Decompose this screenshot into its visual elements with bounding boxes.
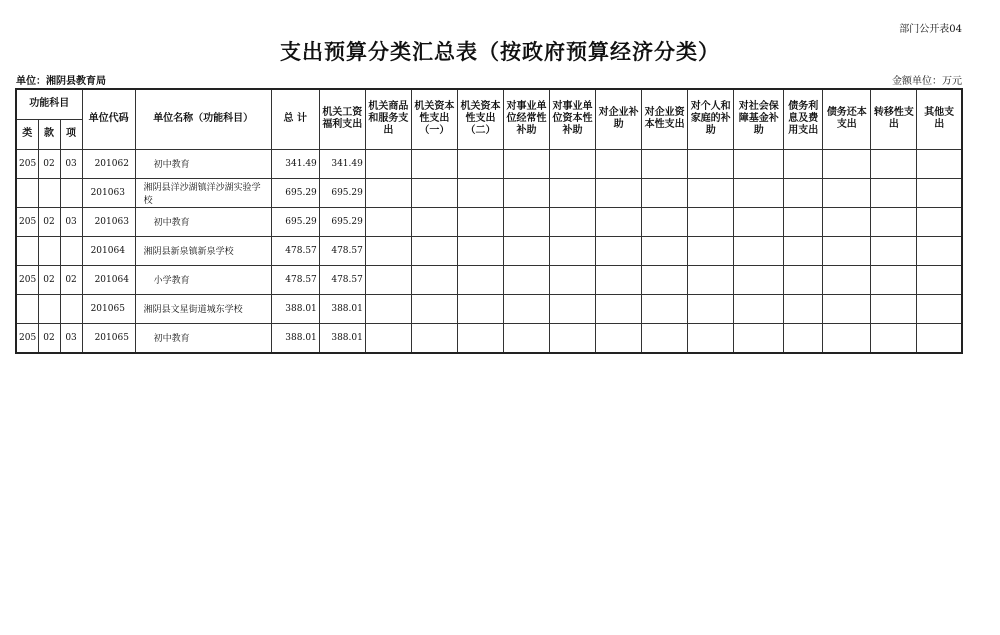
header-inst-capital: 对事业单位资本性补助 xyxy=(550,89,596,149)
cell-name: 湘阴县新泉镇新泉学校 xyxy=(135,236,271,265)
cell-code: 201063 xyxy=(82,178,135,207)
header-transfer: 转移性支出 xyxy=(871,89,917,149)
cell-name: 小学教育 xyxy=(135,265,271,294)
cell-lei xyxy=(16,294,38,323)
cell-xiang xyxy=(60,294,82,323)
cell-lei: 205 xyxy=(16,149,38,178)
cell-kuan: 02 xyxy=(38,207,60,236)
cell-lei: 205 xyxy=(16,323,38,353)
cell-total: 478.57 xyxy=(271,236,319,265)
header-social-security: 对社会保障基金补助 xyxy=(734,89,784,149)
cell-xiang: 03 xyxy=(60,207,82,236)
header-total: 总 计 xyxy=(271,89,319,149)
header-household-subsidy: 对个人和家庭的补助 xyxy=(688,89,734,149)
header-unit-name: 单位名称（功能科目） xyxy=(135,89,271,149)
cell-salary: 478.57 xyxy=(319,265,365,294)
cell-name: 初中教育 xyxy=(135,323,271,353)
table-row xyxy=(16,207,962,236)
cell-lei xyxy=(16,236,38,265)
cell-total: 388.01 xyxy=(271,323,319,353)
table-row xyxy=(16,236,962,265)
cell-total: 695.29 xyxy=(271,207,319,236)
cell-name: 湘阴县洋沙湖镇洋沙湖实验学校 xyxy=(135,178,271,207)
cell-total: 695.29 xyxy=(271,178,319,207)
header-goods-services: 机关商品和服务支出 xyxy=(365,89,411,149)
cell-lei: 205 xyxy=(16,265,38,294)
table-row xyxy=(16,178,962,207)
table-row xyxy=(16,294,962,323)
cell-xiang: 03 xyxy=(60,149,82,178)
cell-total: 388.01 xyxy=(271,294,319,323)
cell-xiang: 02 xyxy=(60,265,82,294)
cell-code: 201062 xyxy=(82,149,135,178)
cell-kuan xyxy=(38,236,60,265)
cell-code: 201063 xyxy=(82,207,135,236)
cell-kuan: 02 xyxy=(38,323,60,353)
unit-label: 单位：湘阴县教育局 xyxy=(16,76,106,87)
table-row xyxy=(16,149,962,178)
header-salary: 机关工资福利支出 xyxy=(319,89,365,149)
form-code: 部门公开表04 xyxy=(899,24,962,35)
cell-xiang xyxy=(60,178,82,207)
header-enterprise-capital: 对企业资本性支出 xyxy=(642,89,688,149)
cell-lei xyxy=(16,178,38,207)
cell-name: 初中教育 xyxy=(135,149,271,178)
header-unit-code: 单位代码 xyxy=(82,89,135,149)
header-enterprise-subsidy: 对企业补助 xyxy=(596,89,642,149)
header-capital-1: 机关资本性支出（一） xyxy=(411,89,457,149)
cell-code: 201064 xyxy=(82,236,135,265)
amount-unit: 金额单位：万元 xyxy=(892,76,962,87)
header-inst-recurrent: 对事业单位经常性补助 xyxy=(503,89,549,149)
cell-code: 201065 xyxy=(82,294,135,323)
cell-kuan xyxy=(38,294,60,323)
header-lei: 类 xyxy=(16,119,38,149)
cell-salary: 478.57 xyxy=(319,236,365,265)
header-other: 其他支出 xyxy=(917,89,962,149)
page-title: 支出预算分类汇总表（按政府预算经济分类） xyxy=(280,39,720,64)
header-debt-interest: 债务利息及费用支出 xyxy=(784,89,823,149)
budget-table xyxy=(15,88,963,354)
cell-salary: 695.29 xyxy=(319,207,365,236)
cell-code: 201064 xyxy=(82,265,135,294)
header-xiang: 项 xyxy=(60,119,82,149)
cell-salary: 388.01 xyxy=(319,294,365,323)
header-debt-principal: 债务还本支出 xyxy=(823,89,871,149)
table-row xyxy=(16,265,962,294)
cell-name: 湘阴县文星街道城东学校 xyxy=(135,294,271,323)
cell-xiang: 03 xyxy=(60,323,82,353)
cell-kuan: 02 xyxy=(38,265,60,294)
cell-xiang xyxy=(60,236,82,265)
cell-total: 341.49 xyxy=(271,149,319,178)
cell-kuan xyxy=(38,178,60,207)
cell-salary: 341.49 xyxy=(319,149,365,178)
cell-salary: 695.29 xyxy=(319,178,365,207)
header-func-subject: 功能科目 xyxy=(16,89,82,119)
cell-name: 初中教育 xyxy=(135,207,271,236)
table-row xyxy=(16,323,962,353)
cell-salary: 388.01 xyxy=(319,323,365,353)
cell-lei: 205 xyxy=(16,207,38,236)
cell-total: 478.57 xyxy=(271,265,319,294)
cell-code: 201065 xyxy=(82,323,135,353)
cell-kuan: 02 xyxy=(38,149,60,178)
header-capital-2: 机关资本性支出（二） xyxy=(457,89,503,149)
header-kuan: 款 xyxy=(38,119,60,149)
